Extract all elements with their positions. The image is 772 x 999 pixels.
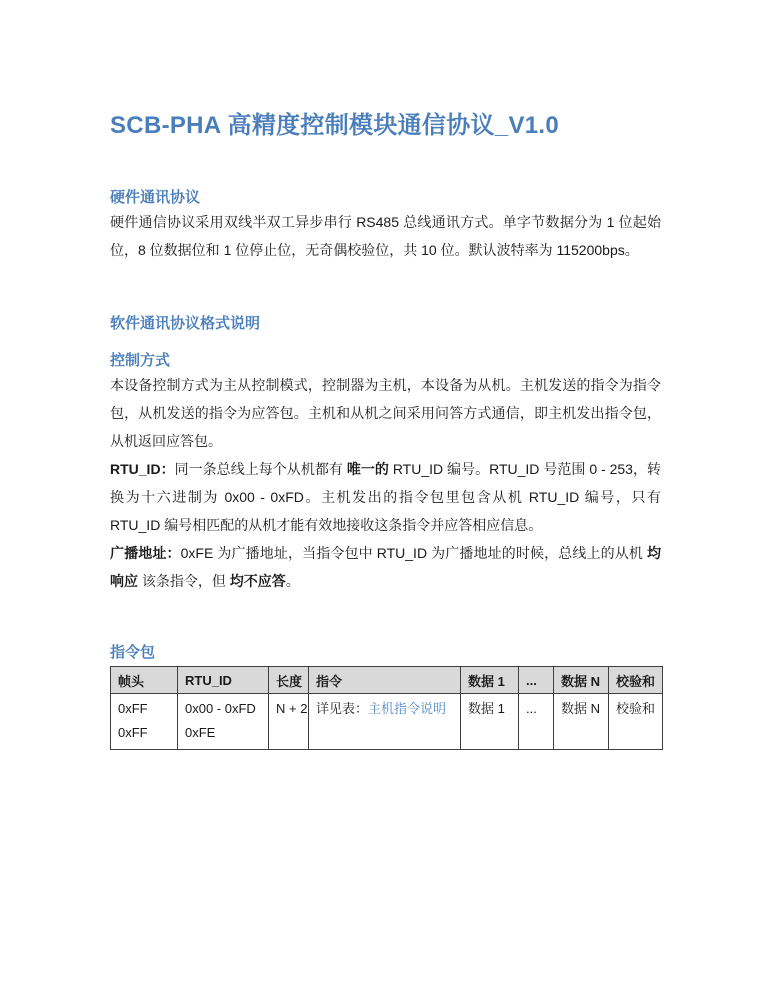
data-n-value: 数据 N [561, 701, 601, 716]
checksum-value: 校验和 [616, 701, 656, 716]
broadcast-bold-respond: 均响应 [110, 545, 661, 589]
col-header-data-1: 数据 1 [461, 667, 519, 694]
cell-command [309, 694, 461, 750]
broadcast-bold-no-reply: 均不应答 [229, 573, 286, 589]
heading-software-protocol-format: 软件通讯协议格式说明 [110, 315, 261, 332]
paragraph-rtu-id [110, 455, 661, 539]
table-data-row [111, 694, 663, 750]
host-command-description-link[interactable]: 主机指令说明 [368, 701, 447, 716]
cell-data-1 [461, 694, 519, 750]
col-header-frame: 帧头 [111, 667, 178, 694]
cell-length [269, 694, 309, 750]
col-header-command: 指令 [309, 667, 461, 694]
data-1-value: 数据 1 [468, 701, 505, 716]
heading-command-packet: 指令包 [110, 644, 156, 661]
command-packet-table [110, 666, 663, 750]
rtu-id-label: RTU_ID： [110, 461, 175, 477]
broadcast-text-1: 0xFE 为广播地址，当指令包中 RTU_ID 为广播地址的时候，总线上的从机 [180, 545, 647, 561]
cell-ellipsis [519, 694, 554, 750]
command-see-table-text: 详见表： [316, 701, 369, 716]
rtu-broadcast-value: 0xFE [185, 725, 216, 740]
frame-value-2: 0xFF [118, 725, 148, 740]
broadcast-text-2: 该条指令，但 [138, 573, 230, 589]
col-header-data-n: 数据 N [554, 667, 609, 694]
length-value: N + 2 [276, 701, 308, 716]
page-title: SCB-PHA 高精度控制模块通信协议_V1.0 [110, 112, 560, 139]
ellipsis-value: ... [526, 701, 537, 716]
paragraph-broadcast-address [110, 539, 661, 595]
heading-hardware-protocol: 硬件通讯协议 [110, 189, 201, 206]
heading-control-mode: 控制方式 [110, 352, 171, 369]
rtu-id-text-2: RTU_ID 编号。RTU_ID 号范围 0 - 253，转换为十六进制为 0x00 - 0xFD。主机发出的指令包里包含从机 RTU_ID 编号，只有 RTU_ID 编号相匹配的从机才能有效地接收这条指令并应答相应信息。 [110, 461, 662, 533]
broadcast-label: 广播地址： [110, 545, 181, 561]
rtu-range-value: 0x00 - 0xFD [185, 701, 256, 716]
broadcast-text-3: 。 [285, 573, 300, 589]
table-header-row [111, 667, 663, 694]
frame-value-1: 0xFF [118, 701, 148, 716]
cell-data-n [554, 694, 609, 750]
cell-frame [111, 694, 178, 750]
paragraph-control-mode: 本设备控制方式为主从控制模式，控制器为主机，本设备为从机。主机发送的指令为指令包，从机发送的指令为应答包。主机和从机之间采用问答方式通信，即主机发出指令包，从机返回应答包。 [110, 377, 661, 449]
col-header-rtu-id: RTU_ID [178, 667, 269, 694]
col-header-checksum: 校验和 [609, 667, 663, 694]
paragraph-hardware-protocol: 硬件通信协议采用双线半双工异步串行 RS485 总线通讯方式。单字节数据分为 1 位起始位，8 位数据位和 1 位停止位，无奇偶校验位，共 10 位。默认波特率为 115200bps。 [110, 214, 661, 258]
document-content [110, 0, 661, 750]
rtu-id-bold-unique: 唯一的 [346, 461, 389, 477]
rtu-id-text-1: 同一条总线上每个从机都有 [174, 461, 347, 477]
cell-checksum [609, 694, 663, 750]
col-header-length: 长度 [269, 667, 309, 694]
col-header-ellipsis: ... [519, 667, 554, 694]
cell-rtu-id [178, 694, 269, 750]
